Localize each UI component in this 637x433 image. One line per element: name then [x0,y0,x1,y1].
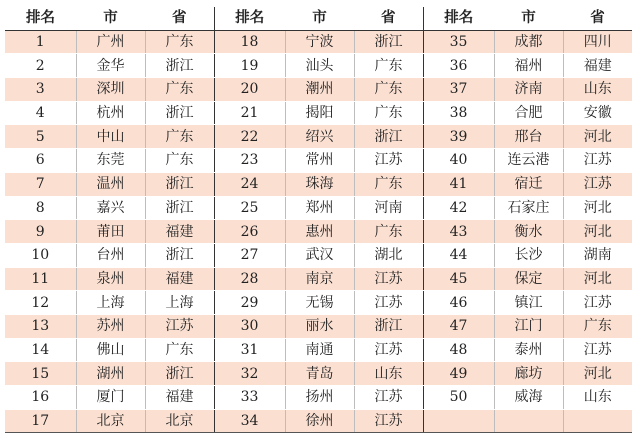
rank-cell: 20 [214,78,285,102]
province-cell: 江苏 [354,267,423,291]
city-cell: 扬州 [285,386,354,410]
city-cell: 潮州 [285,78,354,102]
province-cell: 河北 [563,220,632,244]
rank-cell: 10 [5,243,76,267]
province-cell: 广东 [354,101,423,125]
header-rank: 排名 [5,7,76,30]
city-cell: 镇江 [494,291,563,315]
city-cell: 宁波 [285,30,354,54]
province-cell: 广东 [354,220,423,244]
city-cell: 合肥 [494,101,563,125]
rank-cell: 6 [5,149,76,173]
province-cell: 江苏 [563,172,632,196]
province-cell: 江苏 [145,314,214,338]
rank-cell: 14 [5,338,76,362]
province-cell: 浙江 [145,172,214,196]
table-row [5,78,632,102]
city-cell: 威海 [494,386,563,410]
header-province: 省 [145,7,214,30]
table-row [5,291,632,315]
city-cell: 嘉兴 [76,196,145,220]
province-cell: 江苏 [563,291,632,315]
header-province: 省 [354,7,423,30]
province-cell: 山东 [354,362,423,386]
rank-cell: 50 [423,386,494,410]
province-cell: 广东 [354,172,423,196]
city-cell: 莆田 [76,220,145,244]
city-cell: 惠州 [285,220,354,244]
rank-cell: 15 [5,362,76,386]
province-cell: 广东 [145,30,214,54]
city-cell: 成都 [494,30,563,54]
city-cell: 泉州 [76,267,145,291]
province-cell: 福建 [563,54,632,78]
header-city: 市 [494,7,563,30]
rank-cell: 37 [423,78,494,102]
table-body [5,30,632,433]
rank-cell: 34 [214,409,285,433]
province-cell: 河北 [563,267,632,291]
rank-cell: 18 [214,30,285,54]
rank-cell: 26 [214,220,285,244]
city-cell: 金华 [76,54,145,78]
table-row [5,196,632,220]
province-cell: 河北 [563,125,632,149]
city-cell: 济南 [494,78,563,102]
province-cell: 山东 [563,386,632,410]
city-cell: 东莞 [76,149,145,173]
province-cell: 河南 [354,196,423,220]
city-cell: 长沙 [494,243,563,267]
province-cell: 安徽 [563,101,632,125]
city-cell: 北京 [76,409,145,433]
city-cell: 无锡 [285,291,354,315]
city-cell: 揭阳 [285,101,354,125]
rank-cell: 47 [423,314,494,338]
table-row [5,409,632,433]
rank-cell: 23 [214,149,285,173]
rank-cell: 2 [5,54,76,78]
city-cell: 宿迁 [494,172,563,196]
province-cell: 江苏 [354,386,423,410]
city-cell: 温州 [76,172,145,196]
province-cell [563,409,632,433]
province-cell: 广东 [354,78,423,102]
table-row [5,101,632,125]
rank-cell: 12 [5,291,76,315]
rank-cell: 11 [5,267,76,291]
rank-cell: 42 [423,196,494,220]
province-cell: 北京 [145,409,214,433]
rank-cell: 19 [214,54,285,78]
rank-cell: 7 [5,172,76,196]
rank-cell: 21 [214,101,285,125]
province-cell: 广东 [145,149,214,173]
province-cell: 上海 [145,291,214,315]
city-cell: 郑州 [285,196,354,220]
city-cell [494,409,563,433]
table-row [5,125,632,149]
header-row [5,7,632,30]
province-cell: 河北 [563,196,632,220]
rank-cell: 29 [214,291,285,315]
header-city: 市 [76,7,145,30]
rank-cell: 40 [423,149,494,173]
rank-cell: 13 [5,314,76,338]
city-cell: 连云港 [494,149,563,173]
table-row [5,267,632,291]
table-row [5,220,632,244]
city-cell: 汕头 [285,54,354,78]
rank-cell: 39 [423,125,494,149]
city-cell: 丽水 [285,314,354,338]
province-cell: 福建 [145,386,214,410]
city-cell: 珠海 [285,172,354,196]
province-cell: 广东 [145,125,214,149]
rank-cell: 3 [5,78,76,102]
city-cell: 江门 [494,314,563,338]
province-cell: 福建 [145,267,214,291]
header-province: 省 [563,7,632,30]
province-cell: 江苏 [563,149,632,173]
province-cell: 山东 [563,78,632,102]
rank-cell: 36 [423,54,494,78]
city-cell: 衡水 [494,220,563,244]
rank-cell: 24 [214,172,285,196]
rank-cell: 9 [5,220,76,244]
province-cell: 广东 [354,54,423,78]
rank-cell: 30 [214,314,285,338]
city-cell: 保定 [494,267,563,291]
province-cell: 浙江 [354,30,423,54]
province-cell: 广东 [145,338,214,362]
city-cell: 台州 [76,243,145,267]
rank-cell: 22 [214,125,285,149]
city-cell: 深圳 [76,78,145,102]
rank-cell [423,409,494,433]
rank-cell: 45 [423,267,494,291]
province-cell: 江苏 [354,149,423,173]
rank-cell: 5 [5,125,76,149]
table-row [5,362,632,386]
province-cell: 浙江 [145,243,214,267]
table-row [5,314,632,338]
rank-cell: 16 [5,386,76,410]
province-cell: 河北 [563,362,632,386]
province-cell: 江苏 [354,409,423,433]
city-cell: 绍兴 [285,125,354,149]
header-rank: 排名 [214,7,285,30]
city-cell: 青岛 [285,362,354,386]
province-cell: 广东 [145,78,214,102]
city-cell: 上海 [76,291,145,315]
rank-cell: 33 [214,386,285,410]
rank-cell: 4 [5,101,76,125]
table-row [5,386,632,410]
province-cell: 湖南 [563,243,632,267]
table-row [5,30,632,54]
city-cell: 南通 [285,338,354,362]
rank-cell: 17 [5,409,76,433]
province-cell: 浙江 [354,314,423,338]
city-ranking-table [5,7,632,433]
city-cell: 泰州 [494,338,563,362]
rank-cell: 38 [423,101,494,125]
rank-cell: 32 [214,362,285,386]
city-cell: 邢台 [494,125,563,149]
table-row [5,54,632,78]
rank-cell: 25 [214,196,285,220]
province-cell: 湖北 [354,243,423,267]
header-city: 市 [285,7,354,30]
table-row [5,149,632,173]
province-cell: 江苏 [354,338,423,362]
city-cell: 南京 [285,267,354,291]
rank-cell: 43 [423,220,494,244]
province-cell: 福建 [145,220,214,244]
rank-cell: 31 [214,338,285,362]
rank-cell: 49 [423,362,494,386]
province-cell: 浙江 [145,101,214,125]
city-cell: 廊坊 [494,362,563,386]
province-cell: 浙江 [145,362,214,386]
city-cell: 武汉 [285,243,354,267]
city-cell: 佛山 [76,338,145,362]
rank-cell: 1 [5,30,76,54]
province-cell: 浙江 [145,54,214,78]
province-cell: 广东 [563,314,632,338]
city-cell: 湖州 [76,362,145,386]
rank-cell: 35 [423,30,494,54]
rank-cell: 27 [214,243,285,267]
table-row [5,243,632,267]
city-cell: 石家庄 [494,196,563,220]
header-rank: 排名 [423,7,494,30]
city-cell: 苏州 [76,314,145,338]
province-cell: 江苏 [354,291,423,315]
city-cell: 广州 [76,30,145,54]
province-cell: 四川 [563,30,632,54]
city-cell: 中山 [76,125,145,149]
rank-cell: 8 [5,196,76,220]
province-cell: 江苏 [563,338,632,362]
table-row [5,172,632,196]
rank-cell: 28 [214,267,285,291]
rank-cell: 41 [423,172,494,196]
city-cell: 厦门 [76,386,145,410]
rank-cell: 46 [423,291,494,315]
rank-cell: 48 [423,338,494,362]
city-cell: 徐州 [285,409,354,433]
city-cell: 福州 [494,54,563,78]
table-row [5,338,632,362]
province-cell: 浙江 [145,196,214,220]
rank-cell: 44 [423,243,494,267]
city-cell: 常州 [285,149,354,173]
province-cell: 浙江 [354,125,423,149]
city-cell: 杭州 [76,101,145,125]
